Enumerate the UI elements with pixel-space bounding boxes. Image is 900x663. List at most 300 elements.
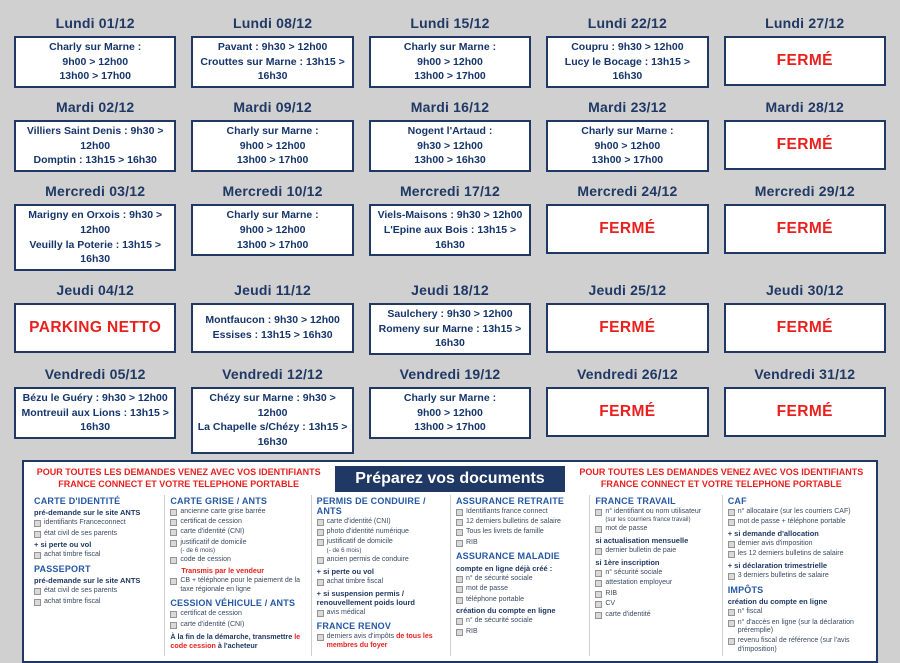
schedule-line: La Chapelle s/Chézy : 13h15 > 16h30 [197, 421, 348, 448]
checkbox-icon [456, 576, 463, 583]
documents-title-banner: Préparez vos documents [335, 466, 564, 492]
section-heading: PERMIS DE CONDUIRE / ANTS [316, 495, 426, 516]
day-date-header: Mercredi 24/12 [577, 183, 678, 200]
calendar-cell [14, 12, 176, 88]
schedule-line: 9h00 > 12h00 [62, 55, 129, 68]
checkbox-icon [170, 540, 177, 547]
day-date-header: Mardi 16/12 [410, 99, 490, 116]
closed-box [724, 204, 886, 254]
section-heading: FRANCE RENOV [316, 621, 392, 632]
document-label: n° sécurité sociale [605, 568, 663, 576]
document-item [317, 518, 445, 526]
document-item [317, 538, 445, 554]
checkbox-icon [34, 552, 41, 559]
document-item [317, 556, 445, 564]
checkbox-icon [456, 586, 463, 593]
document-item [170, 528, 305, 536]
schedule-line: FERMÉ [599, 403, 656, 421]
calendar-cell [724, 363, 886, 454]
closed-box [546, 204, 708, 254]
document-item [728, 572, 863, 580]
calendar-cell [369, 12, 531, 88]
schedule-box [191, 303, 353, 353]
checkbox-icon [170, 622, 177, 629]
schedule-box [191, 120, 353, 172]
schedule-line: FERMÉ [776, 403, 833, 421]
document-item [456, 575, 584, 583]
day-date-header: Mardi 28/12 [765, 99, 845, 116]
document-item [595, 590, 716, 598]
document-item [595, 611, 716, 619]
document-item [170, 621, 305, 629]
schedule-line: Romeny sur Marne : 13h15 > 16h30 [378, 322, 522, 350]
document-label: photo d'identité numérique [326, 528, 409, 536]
calendar-cell [546, 96, 708, 172]
checkbox-icon [595, 601, 602, 608]
schedule-box [191, 36, 353, 88]
documents-panel [22, 460, 878, 663]
document-label: n° de sécurité sociale [465, 574, 533, 582]
section-heading: ASSURANCE MALADIE [455, 551, 560, 562]
document-label: avis médical [326, 608, 366, 616]
schedule-line: Marigny en Orxois : 9h30 > 12h00 [28, 209, 163, 236]
documents-column [311, 495, 450, 656]
calendar-cell [14, 96, 176, 172]
schedule-line: Pavant : 9h30 > 12h00 [217, 41, 328, 53]
schedule-line: 13h00 > 17h00 [236, 238, 309, 251]
checkbox-icon [595, 591, 602, 598]
checkbox-icon [170, 509, 177, 516]
schedule-line: 9h00 > 12h00 [594, 139, 661, 152]
document-item [595, 600, 716, 608]
day-date-header: Vendredi 31/12 [754, 365, 856, 382]
schedule-line: Veuilly la Poterie : 13h15 > 16h30 [29, 238, 161, 266]
document-label: certificat de cession [180, 610, 242, 618]
document-item [728, 518, 863, 526]
schedule-line: L'Epine aux Bois : 13h15 > 16h30 [383, 223, 517, 251]
schedule-line: Montfaucon : 9h30 > 12h00 [205, 314, 340, 327]
calendar-cell [369, 279, 531, 355]
closed-box [546, 303, 708, 353]
document-label: téléphone portable [465, 595, 524, 603]
day-date-header: Mercredi 17/12 [399, 183, 501, 200]
day-date-header: Mercredi 29/12 [754, 183, 855, 200]
section-heading: ASSURANCE RETRAITE [455, 495, 565, 506]
document-label: ancienne carte grise barrée [180, 507, 266, 515]
section-subheading: + si suspension permis / renouvellement poids lourd [316, 588, 416, 607]
schedule-line: FERMÉ [599, 220, 656, 238]
calendar-cell [369, 180, 531, 271]
documents-column [722, 495, 868, 656]
document-label: mot de passe [605, 525, 648, 533]
checkbox-icon [456, 618, 463, 625]
calendar-cell [546, 363, 708, 454]
checkbox-icon [728, 509, 735, 516]
day-date-header: Lundi 22/12 [587, 15, 667, 31]
document-item [170, 556, 305, 564]
document-label: RIB [465, 627, 478, 635]
section-subheading: création du compte en ligne [455, 606, 556, 616]
schedule-line: PARKING NETTO [29, 319, 162, 337]
day-date-header: Jeudi 25/12 [588, 281, 667, 298]
checkbox-icon [456, 509, 463, 516]
schedule-box [14, 120, 176, 172]
document-item [34, 530, 159, 538]
checkbox-icon [595, 580, 602, 587]
schedule-line: 13h00 > 17h00 [414, 421, 486, 434]
section-subheading: pré-demande sur le site ANTS [34, 508, 141, 518]
checkbox-icon [170, 578, 177, 585]
document-label: carte d'identité (CNI) [326, 517, 391, 525]
document-item [456, 617, 584, 625]
schedule-box [14, 387, 176, 439]
day-date-header: Lundi 15/12 [410, 15, 490, 31]
closed-box [724, 303, 886, 353]
section-subheading: si 1ère inscription [595, 557, 660, 567]
schedule-line: Villiers Saint Denis : 9h30 > 12h00 [26, 125, 164, 152]
section-subheading: + si perte ou vol [316, 566, 374, 576]
calendar-cell [191, 363, 353, 454]
day-date-header: Vendredi 05/12 [44, 365, 146, 382]
calendar-cell [724, 96, 886, 172]
checkbox-icon [34, 520, 41, 527]
schedule-box [369, 120, 531, 172]
schedule-line: Charly sur Marne : [226, 209, 319, 222]
calendar-cell [191, 180, 353, 271]
calendar-cell [14, 279, 176, 355]
checkbox-icon [595, 526, 602, 533]
schedule-line: Saulchery : 9h30 > 12h00 [387, 307, 513, 320]
schedule-box [369, 204, 531, 256]
schedule-line: 9h30 > 12h00 [417, 139, 483, 152]
document-note: (sur les courriers france travail) [605, 516, 691, 524]
document-label: mot de passe [465, 585, 509, 593]
schedule-line: Lucy le Bocage : 13h15 > 16h30 [564, 55, 690, 83]
document-label: CV [605, 600, 616, 608]
document-item [34, 519, 159, 527]
documents-panel-header [32, 466, 868, 492]
checkbox-icon [170, 557, 177, 564]
documents-column [589, 495, 721, 656]
section-heading: PASSEPORT [34, 563, 91, 574]
section-heading: FRANCE TRAVAIL [595, 495, 676, 506]
document-item [170, 577, 305, 594]
schedule-line: FERMÉ [776, 220, 833, 238]
document-label: carte d'identité [605, 610, 651, 618]
section-subheading: création du compte en ligne [727, 597, 828, 607]
day-date-header: Jeudi 18/12 [411, 281, 489, 298]
calendar-cell [724, 180, 886, 271]
document-note: (- de 6 mois) [180, 547, 216, 555]
section-subheading: + si demande d'allocation [727, 528, 819, 538]
document-item [595, 547, 716, 555]
calendar-cell [369, 96, 531, 172]
schedule-box [14, 204, 176, 271]
checkbox-icon [595, 548, 602, 555]
day-date-header: Lundi 01/12 [55, 15, 135, 31]
document-item [317, 578, 445, 586]
calendar-cell [546, 180, 708, 271]
schedule-line: Charly sur Marne : [403, 41, 497, 53]
document-item [34, 551, 159, 559]
checkbox-icon [728, 620, 735, 627]
checkbox-icon [34, 531, 41, 538]
schedule-line: Bézu le Guéry : 9h30 > 12h00 [22, 391, 168, 404]
day-date-header: Mardi 02/12 [55, 99, 135, 116]
document-label: n° identifiant ou nom utilisateur (sur les courriers france travail) [605, 507, 702, 524]
checkbox-icon [728, 541, 735, 548]
schedule-line: FERMÉ [776, 319, 833, 337]
document-label: 12 derniers bulletins de salaire [465, 518, 561, 526]
document-item [170, 508, 305, 516]
schedule-line: Charly sur Marne : [581, 125, 674, 138]
schedule-line: Chézy sur Marne : 9h30 > 12h00 [209, 391, 336, 419]
document-label: achat timbre fiscal [44, 597, 101, 605]
schedule-line: 13h00 > 16h30 [414, 154, 486, 167]
document-label: dernier bulletin de paie [605, 547, 677, 555]
schedule-line: Essises : 13h15 > 16h30 [212, 328, 333, 341]
schedule-line: Crouttes sur Marne : 13h15 > 16h30 [200, 55, 345, 83]
document-item [728, 637, 863, 654]
calendar-cell [724, 279, 886, 355]
calendar-cell [369, 363, 531, 454]
document-item [728, 550, 863, 558]
section-subheading: si actualisation mensuelle [595, 536, 689, 546]
schedule-line: Domptin : 13h15 > 16h30 [33, 154, 157, 167]
checkbox-icon [456, 529, 463, 536]
schedule-line: 13h00 > 17h00 [414, 70, 486, 83]
day-date-header: Mercredi 10/12 [222, 183, 323, 200]
schedule-box [369, 36, 531, 88]
document-label: identifiants Franceconnect [44, 519, 126, 527]
schedule-box [369, 303, 531, 355]
schedule-line: Nogent l'Artaud : [407, 125, 493, 138]
document-item [456, 585, 584, 593]
calendar-cell [546, 279, 708, 355]
checkbox-icon [728, 551, 735, 558]
document-item [34, 598, 159, 606]
calendar-cell [724, 12, 886, 88]
calendar-cell [546, 12, 708, 88]
checkbox-icon [170, 611, 177, 618]
document-item [456, 596, 584, 604]
checkbox-icon [728, 519, 735, 526]
schedule-box [369, 387, 531, 439]
closed-box [546, 387, 708, 437]
calendar-cell [14, 180, 176, 271]
checkbox-icon [317, 529, 324, 536]
document-item [317, 528, 445, 536]
checkbox-icon [456, 597, 463, 604]
schedule-line: Charly sur Marne : [49, 41, 142, 53]
schedule-line: Coupru : 9h30 > 12h00 [571, 41, 684, 53]
document-item [170, 610, 305, 618]
schedule-line: 13h00 > 17h00 [236, 154, 309, 167]
document-label: les 12 derniers bulletins de salaire [737, 550, 844, 558]
document-label: justificatif de domicile (- de 6 mois) [326, 538, 393, 554]
schedule-box [191, 204, 353, 256]
section-heading: CESSION VÉHICULE / ANTS [170, 598, 296, 609]
document-item [34, 587, 159, 595]
closed-box [724, 36, 886, 86]
day-date-header: Jeudi 04/12 [56, 281, 135, 298]
closed-box [724, 387, 886, 437]
checkbox-icon [595, 612, 602, 619]
checkbox-icon [170, 519, 177, 526]
note-text [170, 632, 305, 651]
checkbox-icon [317, 610, 324, 617]
checkbox-icon [317, 579, 324, 586]
document-label: justificatif de domicile (- de 6 mois) [180, 538, 247, 555]
documents-columns [32, 495, 868, 656]
document-label: Tous les livrets de famille [465, 528, 544, 536]
document-label: carte d'identité (CNI) [180, 620, 245, 628]
closed-box [724, 120, 886, 170]
schedule-line: 9h00 > 12h00 [239, 139, 306, 152]
document-item [456, 508, 584, 516]
day-date-header: Jeudi 11/12 [234, 281, 312, 298]
schedule-box [546, 120, 708, 172]
section-heading: CARTE D'IDENTITÉ [34, 495, 121, 506]
checkbox-icon [456, 629, 463, 636]
calendar-grid [12, 12, 888, 454]
checkbox-icon [595, 570, 602, 577]
document-label: n° fiscal [737, 608, 763, 616]
day-date-header: Vendredi 19/12 [399, 365, 501, 382]
note-text-part: À la fin de la démarche, transmettre [170, 631, 295, 641]
section-subheading: pré-demande sur le site ANTS [34, 576, 141, 586]
checkbox-icon [456, 540, 463, 547]
day-date-header: Mardi 23/12 [588, 99, 667, 116]
document-label: achat timbre fiscal [326, 577, 384, 585]
section-heading: CAF [727, 495, 747, 506]
schedule-line: FERMÉ [599, 319, 656, 337]
documents-column [164, 495, 310, 656]
day-date-header: Vendredi 26/12 [576, 365, 678, 382]
section-subheading: + si déclaration trimestrielle [727, 561, 828, 571]
document-label: mot de passe + téléphone portable [737, 518, 846, 526]
document-label: dernier avis d'imposition [737, 539, 813, 547]
document-note: (- de 6 mois) [326, 546, 362, 554]
document-label: carte d'identité (CNI) [180, 528, 245, 536]
reminder-left: POUR TOUTES LES DEMANDES VENEZ AVEC VOS IDENTIFIANTS FRANCE CONNECT ET VOTRE TELEPHONE PORTABLE [36, 467, 321, 489]
schedule-box [14, 36, 176, 88]
document-label: achat timbre fiscal [44, 551, 101, 559]
document-label: état civil de ses parents [44, 529, 118, 537]
document-item [595, 508, 716, 524]
checkbox-icon [456, 519, 463, 526]
schedule-line: Viels-Maisons : 9h30 > 12h00 [377, 209, 523, 222]
document-label: Identifiants france connect [465, 507, 548, 515]
document-item [317, 609, 445, 617]
document-item [170, 518, 305, 526]
reminder-right: POUR TOUTES LES DEMANDES VENEZ AVEC VOS IDENTIFIANTS FRANCE CONNECT ET VOTRE TELEPHONE PORTABLE [579, 467, 864, 489]
schedule-line: Charly sur Marne : [403, 391, 497, 404]
schedule-line: Charly sur Marne : [226, 125, 319, 138]
document-label: RIB [605, 589, 617, 597]
day-date-header: Jeudi 30/12 [765, 281, 844, 298]
document-label: RIB [465, 538, 478, 546]
schedule-line: FERMÉ [776, 136, 833, 154]
red-note-text: Transmis par le vendeur [181, 565, 265, 575]
document-item [728, 608, 863, 616]
document-label: n° allocataire (sur les courriers CAF) [737, 507, 851, 515]
document-item [595, 525, 716, 533]
day-date-header: Lundi 27/12 [765, 15, 845, 31]
document-item [170, 539, 305, 555]
checkbox-icon [317, 557, 324, 564]
checkbox-icon [317, 519, 324, 526]
note-text-part: à l'acheteur [215, 641, 258, 651]
schedule-box [191, 387, 353, 454]
checkbox-icon [317, 634, 324, 641]
day-date-header: Lundi 08/12 [232, 15, 313, 31]
document-item [595, 579, 716, 587]
checkbox-icon [317, 539, 324, 546]
document-label: état civil de ses parents [44, 587, 118, 595]
calendar-cell [191, 279, 353, 355]
section-subheading: compte en ligne déjà créé : [455, 563, 553, 573]
calendar-cell [191, 96, 353, 172]
document-label: revenu fiscal de référence (sur l'avis d'imposition) [737, 637, 850, 653]
checkbox-icon [34, 599, 41, 606]
section-heading: IMPÔTS [727, 584, 764, 595]
document-item [595, 569, 716, 577]
schedule-line: Montreuil aux Lions : 13h15 > 16h30 [21, 406, 169, 434]
special-notice-box [14, 303, 176, 353]
calendar-cell [191, 12, 353, 88]
checkbox-icon [728, 609, 735, 616]
schedule-line: 9h00 > 12h00 [417, 406, 483, 419]
document-item [728, 508, 863, 516]
document-item [456, 539, 584, 547]
document-item [728, 540, 863, 548]
checkbox-icon [595, 509, 602, 516]
calendar-cell [14, 363, 176, 454]
document-label: n° de sécurité sociale [465, 617, 533, 625]
document-label: derniers avis d'impôts de tous les membres du foyer [326, 633, 433, 649]
checkbox-icon [728, 638, 735, 645]
document-label: n° d'accès en ligne (sur la déclaration préremplie) [737, 618, 854, 634]
document-item [456, 628, 584, 636]
document-item [456, 528, 584, 536]
schedule-line: 9h00 > 12h00 [417, 55, 483, 68]
document-label: code de cession [180, 556, 231, 564]
checkbox-icon [170, 529, 177, 536]
schedule-line: 13h00 > 17h00 [59, 70, 131, 83]
document-item [456, 518, 584, 526]
schedule-box [546, 36, 708, 88]
document-item [728, 619, 863, 636]
schedule-line: 9h00 > 12h00 [239, 223, 306, 236]
checkbox-icon [34, 588, 41, 595]
day-date-header: Vendredi 12/12 [222, 365, 324, 382]
section-subheading: + si perte ou vol [34, 540, 92, 550]
document-label: CB + téléphone pour le paiement de la taxe régionale en ligne [180, 577, 301, 593]
document-label: 3 derniers bulletins de salaire [737, 572, 829, 580]
schedule-line: FERMÉ [776, 52, 833, 70]
document-label-red-part: de tous les membres du foyer [326, 633, 433, 649]
day-date-header: Mercredi 03/12 [45, 183, 146, 200]
documents-column [450, 495, 589, 656]
document-label: certificat de cession [180, 518, 242, 526]
checkbox-icon [728, 573, 735, 580]
document-label: ancien permis de conduire [326, 555, 409, 563]
schedule-line: 13h00 > 17h00 [591, 154, 664, 167]
note-text-red-part: le code cession [170, 631, 301, 651]
documents-column [32, 495, 164, 656]
day-date-header: Mardi 09/12 [233, 99, 312, 116]
